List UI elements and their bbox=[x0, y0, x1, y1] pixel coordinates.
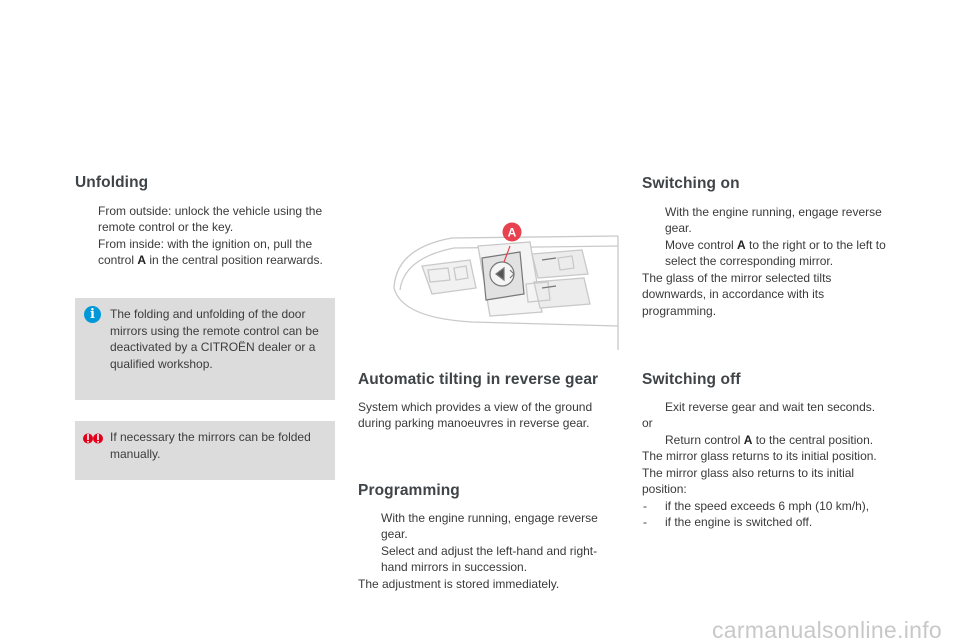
auto-tilt-text: System which provides a view of the ground during parking manoeuvres in reverse gear. bbox=[358, 399, 593, 430]
switching-off-dash-1: - if the speed exceeds 6 mph (10 km/h), bbox=[643, 498, 870, 513]
mirror-control-illustration bbox=[392, 218, 620, 358]
switching-on-note: The glass of the mirror selected tilts downwards, in accordance with its programming. bbox=[642, 270, 832, 318]
switching-on-item-2: Move control A to the right or to the left to select the corresponding mirror. bbox=[665, 237, 886, 268]
switching-on-item-1: With the engine running, engage reverse gear. bbox=[665, 204, 882, 235]
heading-unfolding: Unfolding bbox=[75, 174, 149, 191]
heading-programming: Programming bbox=[358, 482, 460, 499]
switching-off-note-1: The mirror glass returns to its initial position. bbox=[642, 449, 877, 463]
info-icon: i bbox=[84, 306, 101, 323]
watermark: carmanualsonline.info bbox=[711, 616, 942, 643]
unfolding-item-2: From inside: with the ignition on, pull the control A in the central position rearwards. bbox=[98, 236, 323, 267]
switching-off-item-2: Return control A to the central position. bbox=[665, 432, 874, 447]
switching-off-or: or bbox=[642, 416, 653, 430]
switching-off-dash-2: - if the engine is switched off. bbox=[643, 515, 813, 529]
info-box bbox=[75, 298, 335, 400]
heading-auto-tilt: Automatic tilting in reverse gear bbox=[358, 371, 599, 388]
heading-switching-on: Switching on bbox=[642, 175, 740, 192]
unfolding-item-1: From outside: unlock the vehicle using the remote control or the key. bbox=[98, 203, 323, 234]
section-unfolding bbox=[75, 175, 333, 269]
section-auto-tilt bbox=[358, 372, 618, 432]
warning-box bbox=[75, 421, 335, 480]
switching-off-note-2: The mirror glass also returns to its initial position: bbox=[642, 465, 855, 496]
programming-note: The adjustment is stored immediately. bbox=[358, 576, 560, 591]
dash-mark: - bbox=[643, 515, 647, 529]
programming-item-2: Select and adjust the left-hand and right-hand mirrors in succession. bbox=[381, 543, 598, 574]
illustration-label-a: A bbox=[507, 225, 517, 240]
warning-box-text: If necessary the mirrors can be folded manually. bbox=[110, 430, 311, 461]
section-switching-on bbox=[642, 176, 898, 319]
section-programming bbox=[358, 483, 618, 592]
warning-icon bbox=[83, 430, 103, 447]
switching-off-item-1: Exit reverse gear and wait ten seconds. bbox=[665, 399, 876, 414]
info-box-text: The folding and unfolding of the door mirrors using the remote control can be deactivated by a CITROËN dealer or a qualified workshop. bbox=[110, 307, 319, 371]
programming-item-1: With the engine running, engage reverse gear. bbox=[381, 510, 598, 541]
heading-switching-off: Switching off bbox=[642, 371, 741, 388]
section-switching-off bbox=[642, 372, 898, 531]
dash-mark: - bbox=[643, 498, 647, 513]
